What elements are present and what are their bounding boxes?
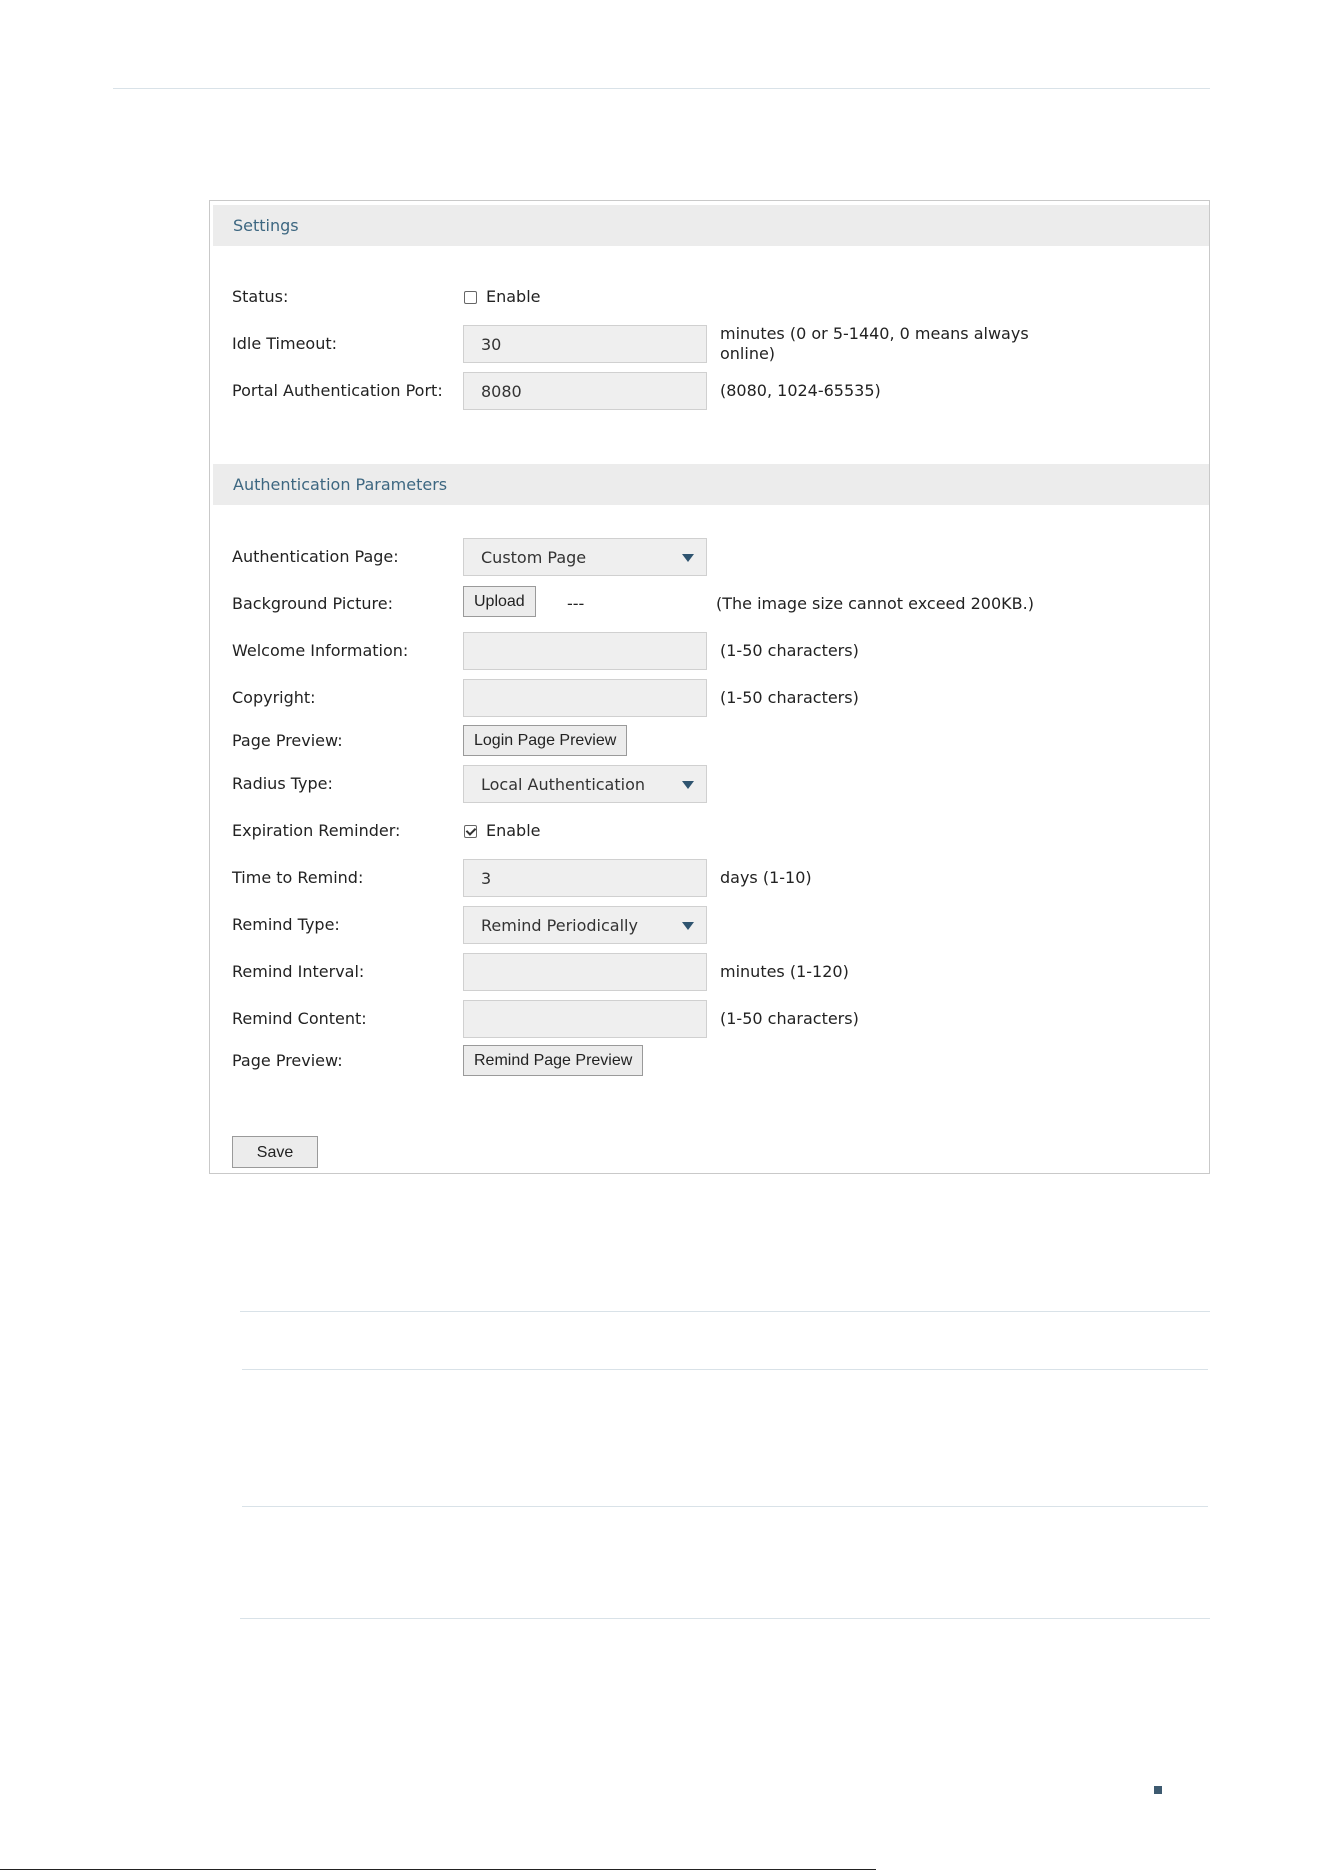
portal-port-input[interactable]: 8080 xyxy=(463,372,707,410)
chevron-down-icon xyxy=(682,781,694,789)
page-preview2-row xyxy=(210,1041,1209,1081)
table-rule-4 xyxy=(240,1618,1210,1619)
idle-timeout-hint-line1: minutes (0 or 5-1440, 0 means always xyxy=(720,324,1029,343)
table-rule-1 xyxy=(240,1311,1210,1312)
remind-content-row xyxy=(210,999,1209,1039)
portal-port-label: Portal Authentication Port: xyxy=(232,381,443,400)
portal-port-row xyxy=(210,371,1209,411)
expiration-label: Expiration Reminder: xyxy=(232,821,401,840)
radius-type-select[interactable] xyxy=(463,765,707,803)
upload-button[interactable]: Upload xyxy=(463,586,536,617)
auth-page-label: Authentication Page: xyxy=(232,547,399,566)
time-to-remind-row xyxy=(210,858,1209,898)
status-label: Status: xyxy=(232,287,289,306)
idle-timeout-label: Idle Timeout: xyxy=(232,334,337,353)
welcome-input[interactable] xyxy=(463,632,707,670)
remind-type-label: Remind Type: xyxy=(232,915,340,934)
page-preview-row xyxy=(210,721,1209,761)
auth-page-row xyxy=(210,537,1209,577)
idle-timeout-input[interactable]: 30 xyxy=(463,325,707,363)
copyright-label: Copyright: xyxy=(232,688,316,707)
idle-timeout-row xyxy=(210,324,1209,364)
portal-port-hint: (8080, 1024-65535) xyxy=(720,381,881,400)
table-rule-2 xyxy=(242,1369,1208,1370)
remind-type-row xyxy=(210,905,1209,945)
copyright-row xyxy=(210,678,1209,718)
time-to-remind-label: Time to Remind: xyxy=(232,868,364,887)
top-divider xyxy=(113,88,1210,89)
bottom-divider xyxy=(0,1869,876,1870)
save-button[interactable]: Save xyxy=(232,1136,318,1168)
copyright-input[interactable] xyxy=(463,679,707,717)
login-page-preview-button[interactable]: Login Page Preview xyxy=(463,725,627,756)
chevron-down-icon xyxy=(682,922,694,930)
idle-timeout-hint-line2: online) xyxy=(720,344,776,363)
remind-type-selected: Remind Periodically xyxy=(481,916,638,935)
auth-page-selected: Custom Page xyxy=(481,548,587,567)
remind-type-select[interactable] xyxy=(463,906,707,944)
table-rule-3 xyxy=(242,1506,1208,1507)
copyright-hint: (1-50 characters) xyxy=(720,688,859,707)
page-preview-label: Page Preview: xyxy=(232,731,343,750)
bg-picture-value: --- xyxy=(567,594,585,613)
auth-page-select[interactable] xyxy=(463,538,707,576)
remind-page-preview-button[interactable]: Remind Page Preview xyxy=(463,1045,643,1076)
remind-interval-label: Remind Interval: xyxy=(232,962,365,981)
welcome-row xyxy=(210,631,1209,671)
welcome-hint: (1-50 characters) xyxy=(720,641,859,660)
welcome-label: Welcome Information: xyxy=(232,641,409,660)
settings-section-header xyxy=(213,205,1209,246)
time-to-remind-input[interactable]: 3 xyxy=(463,859,707,897)
expiration-enable-checkbox[interactable] xyxy=(464,825,477,838)
auth-title: Authentication Parameters xyxy=(233,475,448,494)
remind-interval-row xyxy=(210,952,1209,992)
portal-settings-panel xyxy=(209,200,1210,1174)
remind-content-input[interactable] xyxy=(463,1000,707,1038)
radius-type-row xyxy=(210,764,1209,804)
idle-timeout-hint xyxy=(720,324,1029,364)
remind-interval-input[interactable] xyxy=(463,953,707,991)
page-marker-icon xyxy=(1154,1786,1162,1794)
auth-section-header xyxy=(213,464,1209,505)
bg-picture-row xyxy=(210,584,1209,624)
chevron-down-icon xyxy=(682,554,694,562)
radius-type-label: Radius Type: xyxy=(232,774,333,793)
expiration-row xyxy=(210,811,1209,851)
settings-title: Settings xyxy=(233,216,299,235)
status-enable-label: Enable xyxy=(486,287,541,306)
status-enable-checkbox[interactable] xyxy=(464,291,477,304)
remind-content-label: Remind Content: xyxy=(232,1009,367,1028)
status-row xyxy=(210,277,1209,317)
page-preview2-label: Page Preview: xyxy=(232,1051,343,1070)
radius-type-selected: Local Authentication xyxy=(481,775,646,794)
remind-interval-hint: minutes (1-120) xyxy=(720,962,849,981)
bg-picture-label: Background Picture: xyxy=(232,594,393,613)
bg-picture-hint: (The image size cannot exceed 200KB.) xyxy=(716,594,1034,613)
remind-content-hint: (1-50 characters) xyxy=(720,1009,859,1028)
expiration-enable-label: Enable xyxy=(486,821,541,840)
time-to-remind-hint: days (1-10) xyxy=(720,868,812,887)
